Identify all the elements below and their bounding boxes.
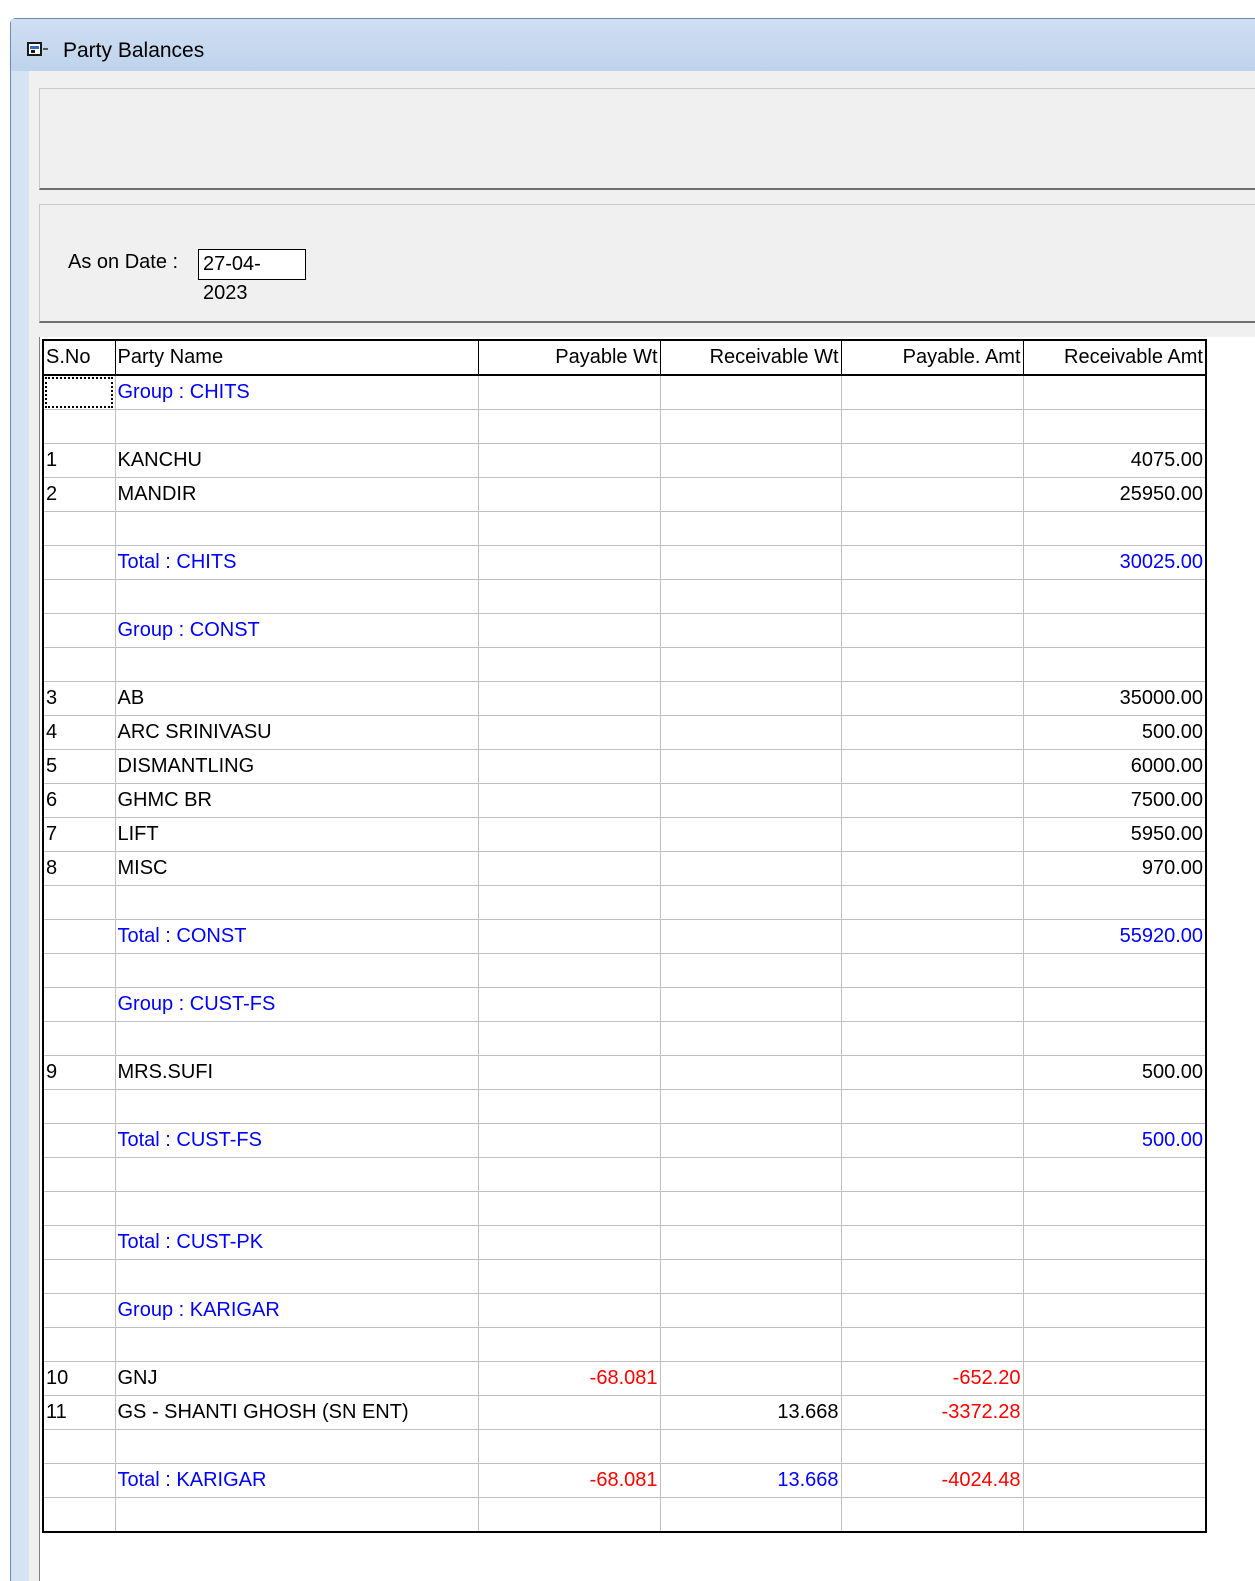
cell-payable-amt[interactable] <box>841 1090 1023 1124</box>
cell-receivable-wt[interactable]: 13.668 <box>660 1464 841 1498</box>
cell-party-name[interactable]: LIFT <box>115 818 478 852</box>
title-bar[interactable] <box>11 19 1255 71</box>
cell-receivable-wt[interactable] <box>660 682 841 716</box>
table-row[interactable] <box>43 716 1206 750</box>
table-row[interactable] <box>43 852 1206 886</box>
cell-payable-wt[interactable] <box>478 410 660 444</box>
group-total-row[interactable] <box>43 1464 1206 1498</box>
cell-receivable-amt[interactable]: 4075.00 <box>1023 444 1206 478</box>
blank-row[interactable] <box>43 580 1206 614</box>
table-row[interactable] <box>43 1362 1206 1396</box>
cell-party-name[interactable]: GS - SHANTI GHOSH (SN ENT) <box>115 1396 478 1430</box>
cell-receivable-wt[interactable]: 13.668 <box>660 1396 841 1430</box>
group-total-row[interactable] <box>43 1226 1206 1260</box>
cell-payable-wt[interactable] <box>478 954 660 988</box>
cell-payable-amt[interactable] <box>841 920 1023 954</box>
cell-receivable-wt[interactable] <box>660 1294 841 1328</box>
cell-payable-wt[interactable]: -68.081 <box>478 1464 660 1498</box>
cell-payable-wt[interactable] <box>478 1498 660 1533</box>
cell-payable-wt[interactable] <box>478 750 660 784</box>
blank-row[interactable] <box>43 1192 1206 1226</box>
cell-receivable-wt[interactable] <box>660 1158 841 1192</box>
cell-payable-amt[interactable] <box>841 784 1023 818</box>
cell-party-name[interactable] <box>115 512 478 546</box>
table-row[interactable] <box>43 784 1206 818</box>
col-header-party-name[interactable]: Party Name <box>115 340 478 375</box>
cell-sno[interactable]: 2 <box>43 478 115 512</box>
cell-receivable-wt[interactable] <box>660 1260 841 1294</box>
cell-receivable-amt[interactable] <box>1023 1192 1206 1226</box>
group-total-row[interactable] <box>43 920 1206 954</box>
col-header-payable-wt[interactable]: Payable Wt <box>478 340 660 375</box>
cell-receivable-amt[interactable]: 500.00 <box>1023 1124 1206 1158</box>
cell-payable-amt[interactable]: -4024.48 <box>841 1464 1023 1498</box>
cell-receivable-amt[interactable] <box>1023 1396 1206 1430</box>
cell-party-name[interactable]: Total : CHITS <box>115 546 478 580</box>
cell-receivable-wt[interactable] <box>660 444 841 478</box>
cell-receivable-wt[interactable] <box>660 1056 841 1090</box>
blank-row[interactable] <box>43 1090 1206 1124</box>
as-on-date-field[interactable]: 27-04-2023 <box>198 249 306 280</box>
cell-payable-wt[interactable] <box>478 512 660 546</box>
cell-payable-amt[interactable] <box>841 1328 1023 1362</box>
cell-payable-wt[interactable] <box>478 784 660 818</box>
table-row[interactable] <box>43 750 1206 784</box>
group-total-row[interactable] <box>43 546 1206 580</box>
cell-party-name[interactable] <box>115 1022 478 1056</box>
cell-payable-amt[interactable] <box>841 478 1023 512</box>
cell-payable-wt[interactable] <box>478 818 660 852</box>
cell-receivable-amt[interactable]: 35000.00 <box>1023 682 1206 716</box>
cell-receivable-amt[interactable] <box>1023 1328 1206 1362</box>
cell-receivable-wt[interactable] <box>660 886 841 920</box>
cell-payable-wt[interactable] <box>478 580 660 614</box>
cell-sno[interactable] <box>43 410 115 444</box>
cell-party-name[interactable]: MISC <box>115 852 478 886</box>
cell-sno[interactable]: 6 <box>43 784 115 818</box>
blank-row[interactable] <box>43 886 1206 920</box>
cell-sno[interactable] <box>43 1090 115 1124</box>
cell-receivable-wt[interactable] <box>660 988 841 1022</box>
grid-header-row <box>43 340 1206 375</box>
blank-row[interactable] <box>43 1328 1206 1362</box>
cell-party-name[interactable]: ARC SRINIVASU <box>115 716 478 750</box>
cell-receivable-amt[interactable]: 25950.00 <box>1023 478 1206 512</box>
cell-party-name[interactable]: Group : CUST-FS <box>115 988 478 1022</box>
cell-receivable-amt[interactable] <box>1023 886 1206 920</box>
cell-sno[interactable] <box>43 1192 115 1226</box>
blank-row[interactable] <box>43 1022 1206 1056</box>
cell-payable-amt[interactable] <box>841 1022 1023 1056</box>
cell-payable-wt[interactable] <box>478 1192 660 1226</box>
cell-payable-amt[interactable] <box>841 1430 1023 1464</box>
cell-receivable-wt[interactable] <box>660 852 841 886</box>
cell-receivable-wt[interactable] <box>660 1192 841 1226</box>
cell-party-name[interactable] <box>115 1192 478 1226</box>
cell-receivable-amt[interactable] <box>1023 1464 1206 1498</box>
table-row[interactable] <box>43 478 1206 512</box>
blank-row[interactable] <box>43 648 1206 682</box>
cell-receivable-wt[interactable] <box>660 375 841 410</box>
cell-payable-wt[interactable] <box>478 1396 660 1430</box>
cell-sno[interactable] <box>43 375 115 410</box>
cell-receivable-amt[interactable]: 5950.00 <box>1023 818 1206 852</box>
cell-receivable-wt[interactable] <box>660 1124 841 1158</box>
cell-payable-amt[interactable] <box>841 886 1023 920</box>
cell-sno[interactable] <box>43 1328 115 1362</box>
cell-party-name[interactable] <box>115 1260 478 1294</box>
cell-payable-wt[interactable] <box>478 444 660 478</box>
cell-payable-amt[interactable] <box>841 1124 1023 1158</box>
cell-receivable-amt[interactable]: 500.00 <box>1023 1056 1206 1090</box>
blank-row[interactable] <box>43 954 1206 988</box>
cell-party-name[interactable]: Group : CONST <box>115 614 478 648</box>
cell-receivable-wt[interactable] <box>660 1362 841 1396</box>
cell-receivable-amt[interactable]: 6000.00 <box>1023 750 1206 784</box>
cell-receivable-wt[interactable] <box>660 410 841 444</box>
cell-party-name[interactable]: MANDIR <box>115 478 478 512</box>
cell-receivable-amt[interactable]: 7500.00 <box>1023 784 1206 818</box>
cell-payable-wt[interactable] <box>478 1158 660 1192</box>
cell-receivable-wt[interactable] <box>660 1226 841 1260</box>
cell-receivable-wt[interactable] <box>660 750 841 784</box>
cell-sno[interactable]: 7 <box>43 818 115 852</box>
cell-receivable-wt[interactable] <box>660 920 841 954</box>
cell-sno[interactable]: 4 <box>43 716 115 750</box>
cell-party-name[interactable] <box>115 648 478 682</box>
blank-row[interactable] <box>43 1260 1206 1294</box>
cell-receivable-wt[interactable] <box>660 614 841 648</box>
cell-receivable-wt[interactable] <box>660 716 841 750</box>
cell-receivable-wt[interactable] <box>660 546 841 580</box>
cell-sno[interactable] <box>43 1464 115 1498</box>
cell-party-name[interactable]: Total : KARIGAR <box>115 1464 478 1498</box>
cell-sno[interactable]: 8 <box>43 852 115 886</box>
cell-party-name[interactable] <box>115 1090 478 1124</box>
cell-party-name[interactable]: Total : CUST-PK <box>115 1226 478 1260</box>
cell-receivable-wt[interactable] <box>660 1498 841 1533</box>
cell-party-name[interactable] <box>115 1498 478 1533</box>
cell-payable-amt[interactable] <box>841 750 1023 784</box>
cell-payable-wt[interactable] <box>478 1226 660 1260</box>
cell-receivable-wt[interactable] <box>660 1328 841 1362</box>
blank-row[interactable] <box>43 1158 1206 1192</box>
cell-payable-amt[interactable] <box>841 1192 1023 1226</box>
cell-receivable-wt[interactable] <box>660 1090 841 1124</box>
group-total-row[interactable] <box>43 1124 1206 1158</box>
table-row[interactable] <box>43 1056 1206 1090</box>
cell-payable-wt[interactable] <box>478 1260 660 1294</box>
cell-payable-amt[interactable] <box>841 1294 1023 1328</box>
cell-sno[interactable] <box>43 920 115 954</box>
cell-payable-amt[interactable] <box>841 580 1023 614</box>
cell-payable-wt[interactable] <box>478 716 660 750</box>
cell-party-name[interactable] <box>115 580 478 614</box>
cell-payable-amt[interactable] <box>841 444 1023 478</box>
cell-sno[interactable]: 10 <box>43 1362 115 1396</box>
cell-payable-wt[interactable] <box>478 1124 660 1158</box>
group-header-row[interactable] <box>43 375 1206 410</box>
cell-sno[interactable] <box>43 648 115 682</box>
cell-party-name[interactable]: DISMANTLING <box>115 750 478 784</box>
cell-payable-wt[interactable] <box>478 1056 660 1090</box>
cell-receivable-amt[interactable] <box>1023 580 1206 614</box>
cell-receivable-wt[interactable] <box>660 1430 841 1464</box>
cell-payable-amt[interactable] <box>841 1260 1023 1294</box>
col-header-receivable-wt[interactable]: Receivable Wt <box>660 340 841 375</box>
cell-sno[interactable]: 11 <box>43 1396 115 1430</box>
cell-payable-wt[interactable] <box>478 1294 660 1328</box>
cell-party-name[interactable] <box>115 1328 478 1362</box>
cell-receivable-wt[interactable] <box>660 818 841 852</box>
cell-receivable-wt[interactable] <box>660 478 841 512</box>
cell-party-name[interactable]: GHMC BR <box>115 784 478 818</box>
group-header-row[interactable] <box>43 614 1206 648</box>
cell-payable-amt[interactable]: -3372.28 <box>841 1396 1023 1430</box>
cell-sno[interactable] <box>43 988 115 1022</box>
cell-party-name[interactable] <box>115 886 478 920</box>
cell-receivable-amt[interactable] <box>1023 1226 1206 1260</box>
cell-payable-amt[interactable] <box>841 1498 1023 1533</box>
cell-receivable-wt[interactable] <box>660 580 841 614</box>
cell-sno[interactable] <box>43 512 115 546</box>
blank-row[interactable] <box>43 410 1206 444</box>
cell-payable-wt[interactable] <box>478 682 660 716</box>
cell-receivable-amt[interactable] <box>1023 1158 1206 1192</box>
cell-payable-wt[interactable] <box>478 1430 660 1464</box>
cell-payable-wt[interactable] <box>478 886 660 920</box>
cell-payable-wt[interactable] <box>478 546 660 580</box>
cell-payable-amt[interactable] <box>841 512 1023 546</box>
party-balances-grid[interactable] <box>42 339 1207 1533</box>
cell-receivable-wt[interactable] <box>660 512 841 546</box>
cell-sno[interactable] <box>43 1294 115 1328</box>
cell-party-name[interactable]: KANCHU <box>115 444 478 478</box>
grid-empty-area <box>1210 337 1255 1581</box>
cell-sno[interactable] <box>43 580 115 614</box>
cell-receivable-amt[interactable]: 970.00 <box>1023 852 1206 886</box>
cell-payable-amt[interactable] <box>841 852 1023 886</box>
cell-receivable-amt[interactable] <box>1023 988 1206 1022</box>
cell-sno[interactable]: 9 <box>43 1056 115 1090</box>
cell-payable-wt[interactable] <box>478 852 660 886</box>
cell-payable-amt[interactable] <box>841 614 1023 648</box>
cell-sno[interactable] <box>43 1124 115 1158</box>
cell-payable-wt[interactable] <box>478 920 660 954</box>
top-panel <box>39 88 1255 190</box>
group-header-row[interactable] <box>43 988 1206 1022</box>
cell-receivable-wt[interactable] <box>660 648 841 682</box>
cell-payable-wt[interactable] <box>478 614 660 648</box>
cell-payable-amt[interactable] <box>841 988 1023 1022</box>
cell-sno[interactable]: 1 <box>43 444 115 478</box>
cell-party-name[interactable]: Total : CUST-FS <box>115 1124 478 1158</box>
app-icon <box>27 40 49 58</box>
cell-payable-amt[interactable] <box>841 1056 1023 1090</box>
table-row[interactable] <box>43 818 1206 852</box>
cell-payable-amt[interactable] <box>841 546 1023 580</box>
cell-payable-amt[interactable] <box>841 1158 1023 1192</box>
cell-receivable-wt[interactable] <box>660 1022 841 1056</box>
cell-payable-wt[interactable] <box>478 375 660 410</box>
cell-party-name[interactable] <box>115 1158 478 1192</box>
cell-receivable-amt[interactable] <box>1023 1430 1206 1464</box>
blank-row[interactable] <box>43 512 1206 546</box>
cell-sno[interactable] <box>43 614 115 648</box>
group-header-row[interactable] <box>43 1294 1206 1328</box>
as-on-date-label: As on Date : <box>68 251 179 273</box>
cell-receivable-amt[interactable] <box>1023 1498 1206 1533</box>
cell-receivable-amt[interactable] <box>1023 1090 1206 1124</box>
cell-receivable-amt[interactable] <box>1023 512 1206 546</box>
cell-payable-amt[interactable] <box>841 818 1023 852</box>
blank-row[interactable] <box>43 1430 1206 1464</box>
cell-payable-wt[interactable] <box>478 648 660 682</box>
cell-receivable-amt[interactable] <box>1023 375 1206 410</box>
cell-party-name[interactable]: MRS.SUFI <box>115 1056 478 1090</box>
cell-party-name[interactable]: Group : KARIGAR <box>115 1294 478 1328</box>
cell-sno[interactable] <box>43 886 115 920</box>
cell-sno[interactable] <box>43 1260 115 1294</box>
cell-party-name[interactable] <box>115 1430 478 1464</box>
cell-party-name[interactable]: GNJ <box>115 1362 478 1396</box>
cell-sno[interactable] <box>43 1022 115 1056</box>
window-title: Party Balances <box>63 39 205 62</box>
cell-sno[interactable] <box>43 1498 115 1533</box>
cell-receivable-amt[interactable] <box>1023 1260 1206 1294</box>
cell-payable-amt[interactable]: -652.20 <box>841 1362 1023 1396</box>
cell-payable-wt[interactable] <box>478 1090 660 1124</box>
cell-receivable-amt[interactable] <box>1023 1022 1206 1056</box>
cell-receivable-amt[interactable]: 500.00 <box>1023 716 1206 750</box>
party-balances-window <box>10 18 1255 1581</box>
cell-sno[interactable] <box>43 1158 115 1192</box>
cell-payable-wt[interactable] <box>478 1022 660 1056</box>
balances-grid-container <box>39 337 1255 1581</box>
cell-sno[interactable] <box>43 1226 115 1260</box>
cell-payable-amt[interactable] <box>841 954 1023 988</box>
cell-receivable-amt[interactable] <box>1023 1294 1206 1328</box>
cell-receivable-wt[interactable] <box>660 784 841 818</box>
table-row[interactable] <box>43 682 1206 716</box>
cell-receivable-amt[interactable] <box>1023 648 1206 682</box>
cell-sno[interactable] <box>43 1430 115 1464</box>
col-header-receivable-amt[interactable]: Receivable Amt <box>1023 340 1206 375</box>
cell-sno[interactable] <box>43 954 115 988</box>
cell-payable-wt[interactable]: -68.081 <box>478 1362 660 1396</box>
cell-receivable-amt[interactable] <box>1023 410 1206 444</box>
cell-party-name[interactable] <box>115 410 478 444</box>
col-header-sno[interactable]: S.No <box>43 340 115 375</box>
cell-payable-wt[interactable] <box>478 1328 660 1362</box>
col-header-payable-amt[interactable]: Payable. Amt <box>841 340 1023 375</box>
cell-receivable-amt[interactable] <box>1023 614 1206 648</box>
cell-receivable-amt[interactable]: 55920.00 <box>1023 920 1206 954</box>
client-area <box>29 71 1255 1581</box>
cell-party-name[interactable]: Group : CHITS <box>115 375 478 410</box>
filter-panel <box>39 204 1255 323</box>
cell-payable-wt[interactable] <box>478 478 660 512</box>
cell-sno[interactable]: 3 <box>43 682 115 716</box>
cell-payable-amt[interactable] <box>841 716 1023 750</box>
cell-payable-amt[interactable] <box>841 682 1023 716</box>
cell-payable-amt[interactable] <box>841 375 1023 410</box>
cell-party-name[interactable]: Total : CONST <box>115 920 478 954</box>
table-row[interactable] <box>43 1396 1206 1430</box>
cell-payable-wt[interactable] <box>478 988 660 1022</box>
cell-payable-amt[interactable] <box>841 648 1023 682</box>
cell-receivable-wt[interactable] <box>660 954 841 988</box>
blank-row[interactable] <box>43 1498 1206 1533</box>
cell-receivable-amt[interactable]: 30025.00 <box>1023 546 1206 580</box>
cell-receivable-amt[interactable] <box>1023 1362 1206 1396</box>
cell-sno[interactable] <box>43 546 115 580</box>
cell-payable-amt[interactable] <box>841 410 1023 444</box>
cell-receivable-amt[interactable] <box>1023 954 1206 988</box>
cell-party-name[interactable]: AB <box>115 682 478 716</box>
cell-party-name[interactable] <box>115 954 478 988</box>
table-row[interactable] <box>43 444 1206 478</box>
cell-payable-amt[interactable] <box>841 1226 1023 1260</box>
cell-sno[interactable]: 5 <box>43 750 115 784</box>
